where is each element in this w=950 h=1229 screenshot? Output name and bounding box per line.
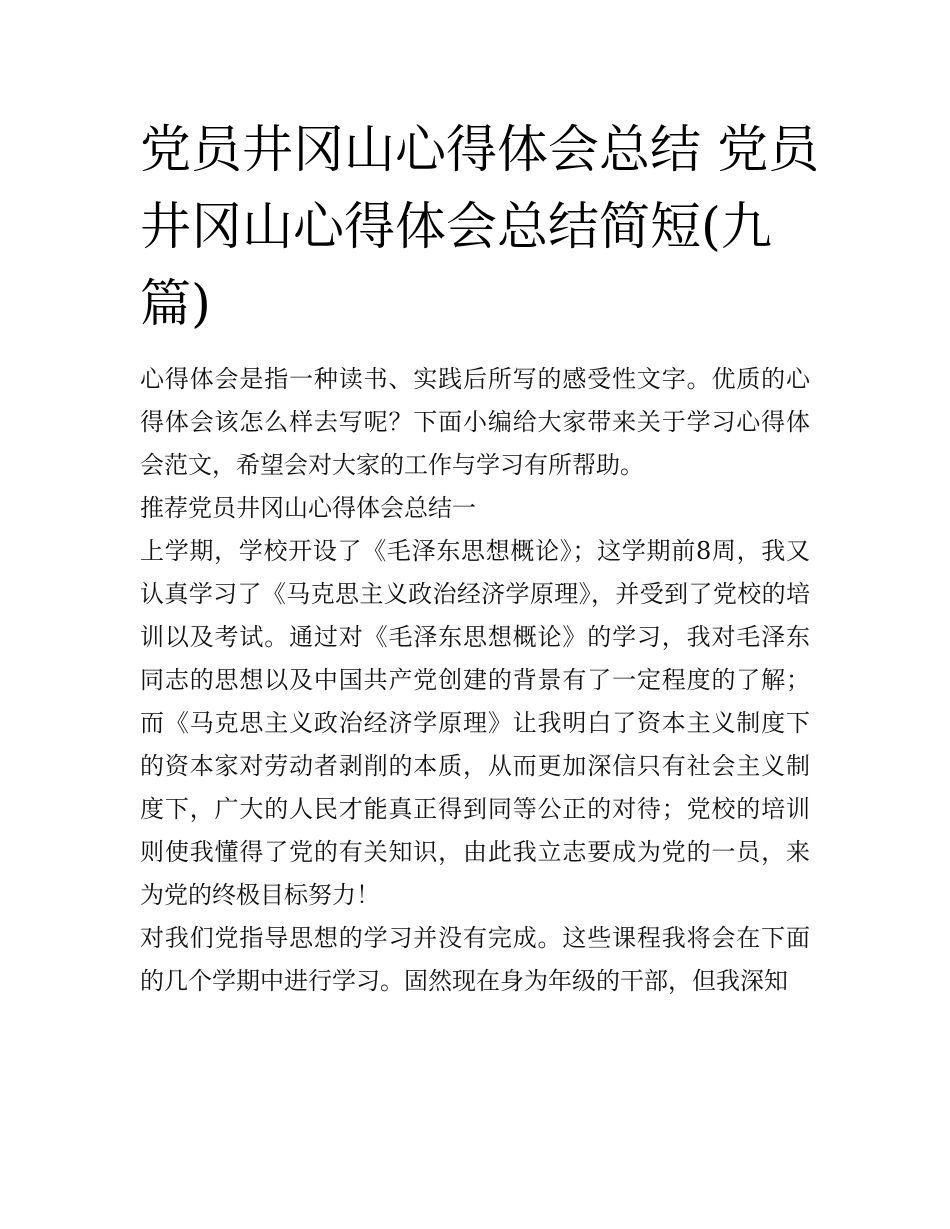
document-body (140, 358, 810, 1003)
document-title: 党员井冈山心得体会总结 党员井冈山心得体会总结简短(九篇) (140, 121, 820, 334)
body-paragraph: 上学期，学校开设了《毛泽东思想概论》；这学期前8周，我又认真学习了《马克思主义政治经济学原理》，并受到了党校的培训以及考试。通过对《毛泽东思想概论》的学习，我对毛泽东同志的思想以及中国共产党创建的背景有了一定程度的了解；而《马克思主义政治经济学原理》让我明白了资本主义制度下的资本家对劳动者剥削的本质，从而更加深信只有社会主义制度下，广大的人民才能真正得到同等公正的对待；党校的培训则使我懂得了党的有关知识，由此我立志要成为党的一员，来为党的终极目标努力！ (140, 537, 810, 909)
body-paragraph: 对我们党指导思想的学习并没有完成。这些课程我将会在下面的几个学期中进行学习。固然现在身为年级的干部，但我深知 (140, 924, 810, 995)
section-heading: 推荐党员井冈山心得体会总结一 (140, 494, 476, 522)
intro-paragraph: 心得体会是指一种读书、实践后所写的感受性文字。优质的心得体会该怎么样去写呢？下面小编给大家带来关于学习心得体会范文，希望会对大家的工作与学习有所帮助。 (140, 365, 810, 479)
